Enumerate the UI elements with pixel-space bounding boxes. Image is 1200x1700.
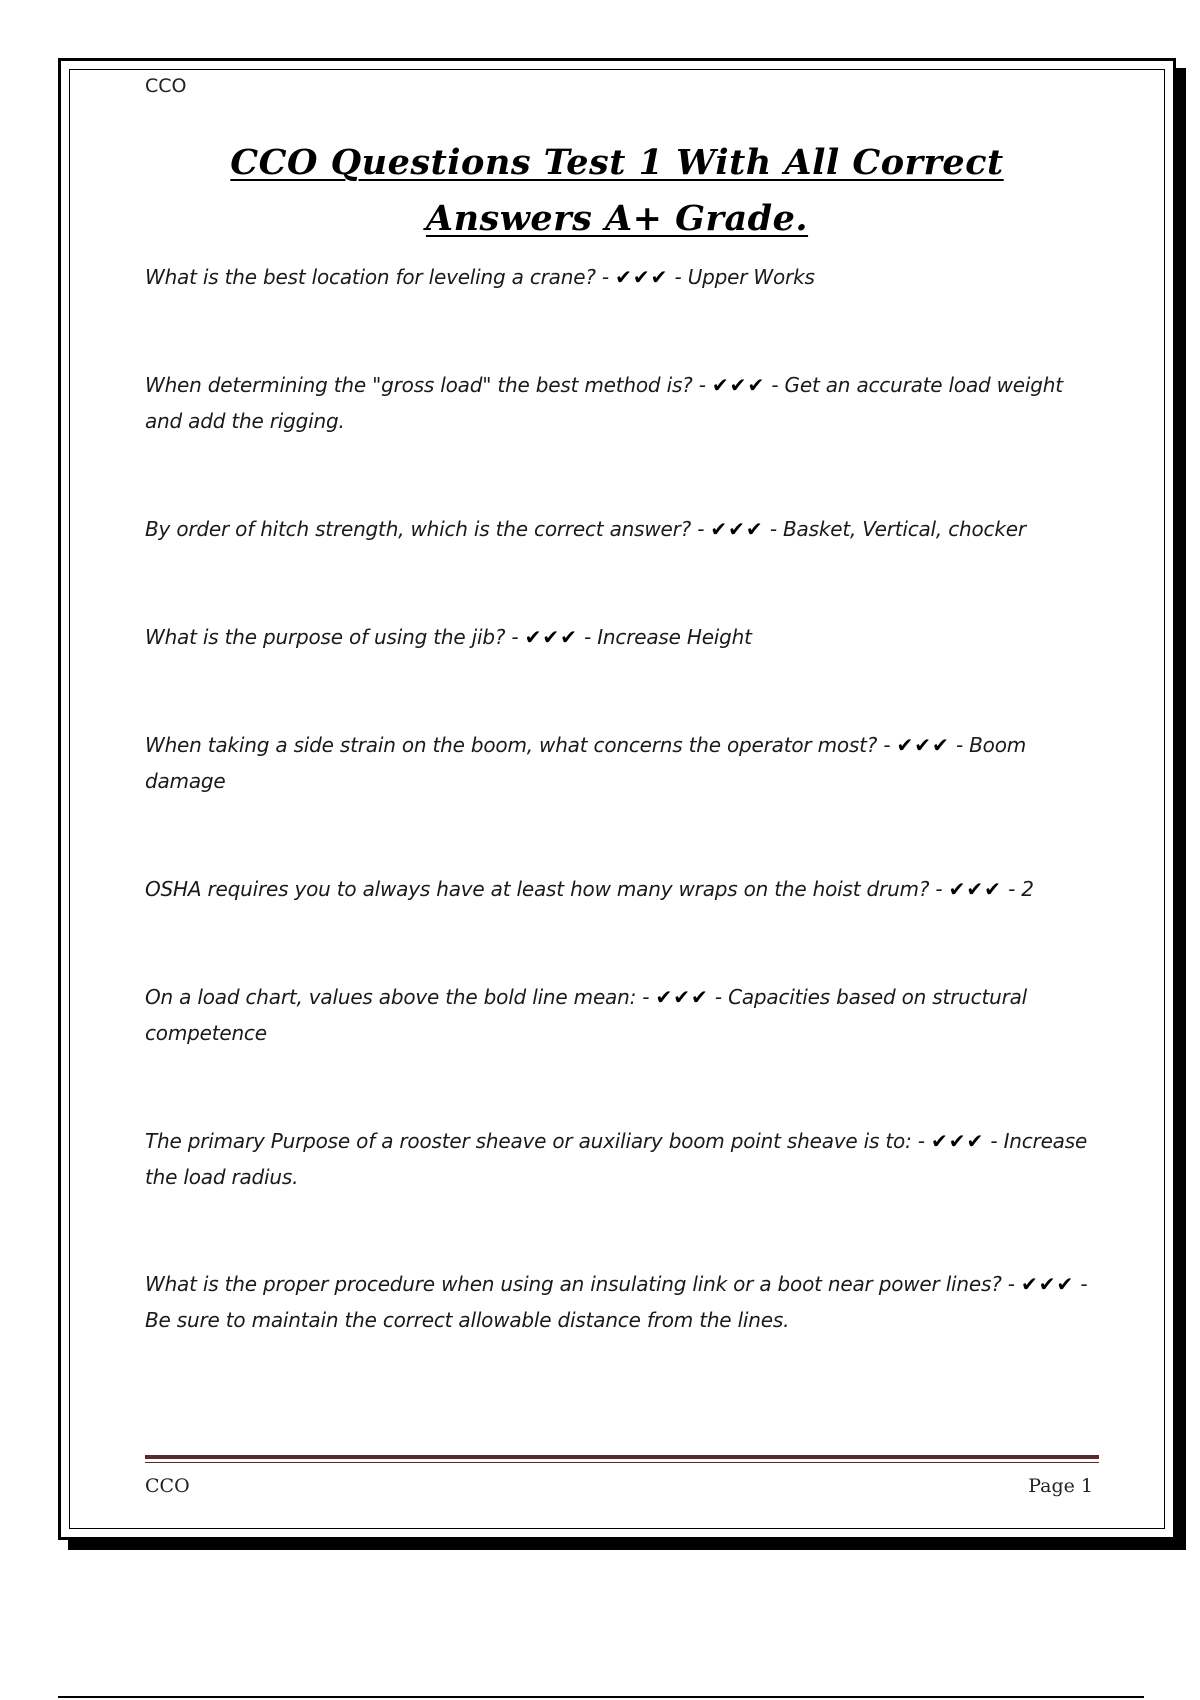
- qa-item: [145, 727, 1099, 799]
- answer-text: - 2: [1008, 877, 1034, 901]
- question-text: When taking a side strain on the boom, what concerns the operator most? -: [145, 733, 891, 757]
- qa-item: [145, 1266, 1099, 1338]
- question-text: The primary Purpose of a rooster sheave or auxiliary boom point sheave is to: -: [145, 1129, 925, 1153]
- answer-text: - Get an accurate load weight and add the rigging.: [145, 373, 1063, 433]
- question-text: By order of hitch strength, which is the correct answer? -: [145, 517, 705, 541]
- page-number: Page 1: [1028, 1475, 1093, 1497]
- check-marks-icon: ✔✔✔: [930, 1129, 985, 1153]
- qa-item: [145, 511, 1099, 547]
- qa-item: [145, 979, 1099, 1051]
- check-marks-icon: ✔✔✔: [1020, 1272, 1075, 1296]
- check-marks-icon: ✔✔✔: [615, 265, 669, 289]
- question-text: On a load chart, values above the bold line mean: -: [145, 985, 650, 1009]
- question-text: What is the best location for leveling a crane? -: [145, 265, 609, 289]
- answer-text: - Capacities based on structural competence: [145, 985, 1028, 1045]
- answer-text: - Be sure to maintain the correct allowable distance from the lines.: [145, 1272, 1088, 1332]
- title-line-1: CCO Questions Test 1 With All Correct: [230, 142, 1004, 183]
- question-text: OSHA requires you to always have at least how many wraps on the hoist drum? -: [145, 877, 943, 901]
- qa-item: [145, 619, 1099, 655]
- next-page-edge: [58, 1696, 1144, 1698]
- footer-label: CCO: [145, 1475, 190, 1497]
- answer-text: - Increase the load radius.: [145, 1129, 1088, 1189]
- title-line-2: Answers A+ Grade.: [425, 198, 809, 239]
- answer-text: - Basket, Vertical, chocker: [769, 517, 1026, 541]
- answer-text: - Boom damage: [145, 733, 1027, 793]
- qa-item: [145, 367, 1099, 439]
- qa-item: [145, 259, 1099, 295]
- question-text: When determining the "gross load" the best method is? -: [145, 373, 706, 397]
- header-label: CCO: [145, 75, 187, 97]
- qa-item: [145, 871, 1099, 907]
- document-page: [58, 58, 1176, 1540]
- check-marks-icon: ✔✔✔: [948, 877, 1002, 901]
- question-text: What is the purpose of using the jib? -: [145, 625, 519, 649]
- qa-item: [145, 1123, 1099, 1195]
- check-marks-icon: ✔✔✔: [710, 517, 764, 541]
- document-title: [121, 135, 1113, 247]
- check-marks-icon: ✔✔✔: [524, 625, 578, 649]
- answer-text: - Increase Height: [584, 625, 752, 649]
- footer-divider: [145, 1455, 1099, 1459]
- question-text: What is the proper procedure when using an insulating link or a boot near power lines? -: [145, 1272, 1015, 1296]
- check-marks-icon: ✔✔✔: [896, 733, 950, 757]
- answer-text: - Upper Works: [674, 265, 815, 289]
- check-marks-icon: ✔✔✔: [711, 373, 766, 397]
- footer-divider-thin: [145, 1462, 1099, 1463]
- check-marks-icon: ✔✔✔: [655, 985, 709, 1009]
